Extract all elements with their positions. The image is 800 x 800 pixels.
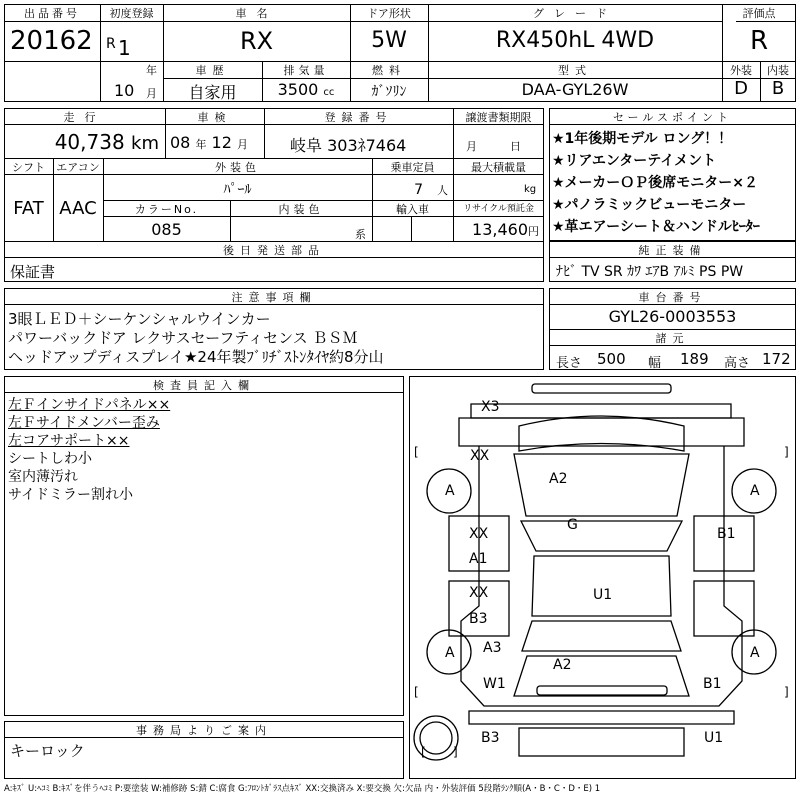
note-line: ヘッドアップディスプレイ★24年製ﾌﾞﾘﾁﾞｽﾄﾝﾀｲﾔ約8分山 (8, 348, 384, 366)
transfer-day: 日 (510, 140, 521, 153)
sales-point-item: ★1年後期モデル ロング！！ (552, 131, 733, 147)
shaken-value: 08 年 12 月 (170, 133, 248, 152)
damage-xx-left-rear: XX (469, 585, 489, 601)
car-diagram (409, 376, 796, 779)
transfer-label: 譲渡書類期限 (465, 111, 532, 124)
length-value: 500 (597, 350, 626, 368)
ship-parts-label: 後日発送部品 (223, 244, 325, 257)
damage-g: G (567, 517, 578, 533)
damage-x3: X3 (481, 399, 500, 415)
inspector-line: サイドミラー割れ小 (8, 487, 134, 503)
damage-b1-rear-right: B1 (703, 676, 722, 692)
inspector-title: 検査員記入欄 (153, 379, 255, 392)
damage-u1: U1 (593, 587, 613, 603)
damage-a1-left: A1 (469, 551, 488, 567)
displacement-label: 排気量 (283, 64, 329, 77)
shift-value: FAT (13, 198, 44, 219)
kg-unit: kg (524, 184, 537, 195)
chassis-title: 車台番号 (638, 291, 707, 304)
svg-text:[: [ (421, 745, 426, 759)
first-reg-year: 1 (118, 36, 131, 60)
office-title: 事務局よりご案内 (136, 724, 272, 737)
note-line: パワーバックドア レクサスセーフティセンス ＢＳＭ (8, 329, 358, 347)
ship-parts-value: 保証書 (10, 263, 56, 281)
year-unit: 年 (146, 64, 157, 77)
damage-a-rear-left: A (445, 645, 455, 661)
car-name-label: 車名 (235, 7, 278, 20)
score-label: 評価点 (742, 7, 776, 20)
mileage-label: 走行 (63, 111, 106, 124)
color-no-label: カラーNo. (134, 203, 199, 216)
lot-label: 出品番号 (24, 7, 80, 20)
svg-text:]: ] (453, 745, 458, 759)
ac-label: エアコン (56, 161, 100, 174)
inspector-line: 室内薄汚れ (8, 469, 78, 485)
era-label: R (106, 36, 116, 52)
transfer-month: 月 (466, 140, 477, 153)
ac-value: AAC (59, 198, 97, 219)
inspector-line: 左Ｆサイドメンバー歪み (8, 415, 160, 431)
chassis-number: GYL26-0003553 (608, 307, 737, 326)
sales-point-item: ★リアエンターテイメント (552, 153, 717, 169)
interior-grade: B (771, 78, 785, 99)
width-label: 幅 (648, 356, 662, 371)
damage-u1-bottom: U1 (704, 730, 724, 746)
sales-point-item: ★革エアーシート＆ハンドルﾋｰﾀｰ (552, 219, 760, 235)
damage-xx-front: XX (470, 448, 490, 464)
length-label: 長さ (556, 356, 583, 371)
history-label: 車歴 (195, 64, 230, 77)
capacity-value: 7 人 (414, 182, 448, 198)
svg-text:[: [ (414, 685, 419, 699)
inspector-line: 左Ｆインサイドパネル×× (8, 397, 171, 413)
damage-xx-left-door: XX (469, 526, 489, 542)
grade-value: RX450hL 4WD (495, 28, 655, 53)
legend: A:ｷｽﾞ U:ﾍｺﾐ B:ｷｽﾞを伴うﾍｺﾐ P:要塗装 W:補修跡 S:錆 C:腐食 G:ﾌﾛﾝﾄｶﾞﾗｽ点ｷｽﾞ XX:交換済み X:要交換 欠:欠品 内・外装評価 5段階ﾗﾝｸ順(A・B・C・D・E) 1 (4, 784, 601, 794)
inspector-line: 左コアサポート×× (8, 433, 130, 449)
displacement-value: 3500 cc (277, 80, 335, 99)
usage-value: 自家用 (188, 83, 237, 102)
exterior-label: 外装 (730, 64, 752, 77)
damage-a3: A3 (483, 640, 502, 656)
height-value: 172 (762, 350, 791, 368)
recycle-value: 13,460円 (472, 220, 539, 239)
damage-a-front-left: A (445, 483, 455, 499)
note-line: 3眼ＬＥＤ＋シーケンシャルウインカー (8, 310, 271, 328)
svg-text:[: [ (414, 445, 419, 459)
ext-color-value: ﾊﾟｰﾙ (223, 182, 252, 198)
sales-points-title: セールスポイント (612, 111, 732, 124)
reg-no-value: 岐阜 303ﾈ7464 (290, 136, 407, 155)
damage-a2-hood: A2 (549, 471, 568, 487)
int-color-unit: 系 (355, 228, 366, 241)
capacity-label: 乗車定員 (390, 161, 435, 174)
damage-a2-rear: A2 (553, 657, 572, 673)
damage-b3-left: B3 (469, 611, 488, 627)
import-label: 輸入車 (396, 203, 429, 216)
model-value: DAA-GYL26W (521, 80, 629, 99)
office-text: キーロック (10, 742, 85, 760)
damage-a-rear-right: A (750, 645, 760, 661)
car-name: RX (239, 27, 274, 55)
damage-b3-bottom: B3 (481, 730, 500, 746)
model-label: 型式 (558, 64, 592, 77)
damage-w1: W1 (483, 676, 506, 692)
max-load-label: 最大積載量 (471, 161, 526, 174)
svg-text:]: ] (784, 685, 789, 699)
dims-title: 諸元 (655, 332, 690, 345)
ext-color-label: 外装色 (215, 161, 260, 174)
doors-value: 5W (371, 28, 407, 53)
doors-label: ドア形状 (367, 7, 411, 20)
sales-point-item: ★パノラミックビューモニター (552, 197, 747, 213)
mileage-value: 40,738 km (54, 130, 159, 154)
width-value: 189 (680, 350, 709, 368)
shaken-label: 車検 (197, 111, 232, 124)
shift-label: シフト (12, 161, 45, 174)
grade-label: グレード (533, 7, 617, 20)
equipment-items: ﾅﾋﾞ TV SR ｶﾜ ｴｱB ｱﾙﾐ PS PW (556, 264, 744, 280)
height-label: 高さ (724, 356, 751, 371)
lot-number: 20162 (10, 26, 93, 56)
month-unit: 月 (146, 87, 157, 100)
damage-a-front-right: A (750, 483, 760, 499)
int-color-label: 内装色 (278, 203, 324, 216)
sales-point-item: ★メーカーＯＰ後席モニター×２ (552, 175, 759, 191)
equipment-title: 純正装備 (638, 244, 707, 257)
inspector-line: シートしわ小 (8, 451, 92, 467)
damage-b1-right: B1 (717, 526, 736, 542)
score-value: R (749, 26, 769, 56)
recycle-label: リサイクル預託金 (463, 204, 534, 214)
exterior-grade: D (734, 78, 748, 99)
svg-text:]: ] (784, 445, 789, 459)
reg-no-label: 登録番号 (324, 111, 393, 124)
interior-label: 内装 (767, 64, 789, 77)
fuel-label: 燃料 (372, 64, 406, 77)
first-reg-month: 10 (114, 81, 135, 100)
color-no-value: 085 (151, 220, 182, 239)
first-reg-label: 初度登録 (109, 7, 154, 20)
notes-title: 注意事項欄 (231, 291, 317, 304)
fuel-value: ｶﾞｿﾘﾝ (371, 84, 407, 100)
